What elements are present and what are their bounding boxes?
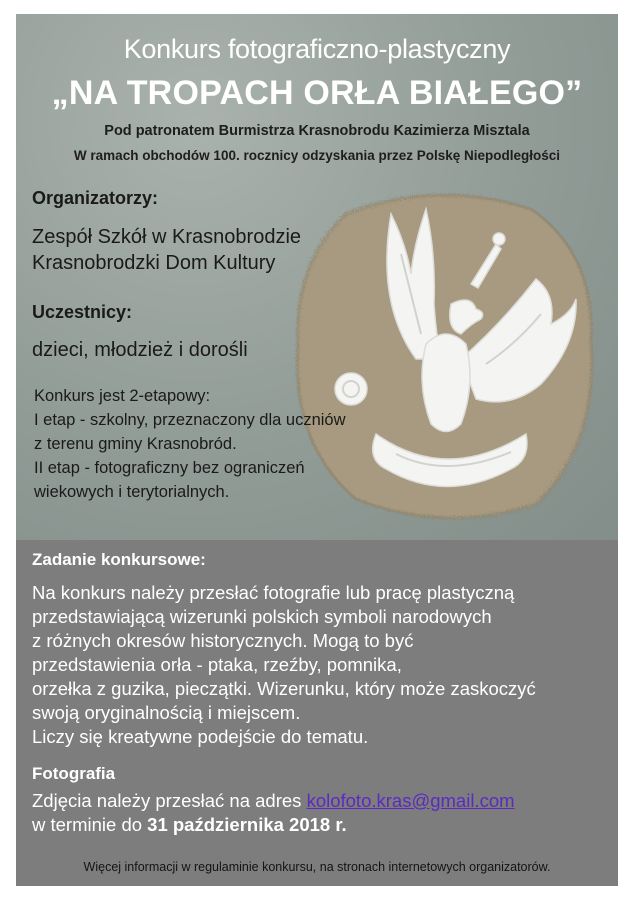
stages-line: z terenu gminy Krasnobród. <box>34 435 237 453</box>
task-line: przedstawienia orła - ptaka, rzeźby, pomnika, <box>32 654 402 675</box>
deadline-date: 31 października 2018 r. <box>147 814 347 835</box>
footer-text: Więcej informacji w regulaminie konkursu, na stronach internetowych organizatorów. <box>83 860 551 874</box>
stages-line: Konkurs jest 2-etapowy: <box>34 387 211 405</box>
stages-line: wiekowych i terytorialnych. <box>34 483 230 501</box>
photo-deadline-line <box>32 814 347 836</box>
occasion-text: W ramach obchodów 100. rocznicy odzyskania przez Polskę Niepodległości <box>73 148 561 163</box>
task-line: Liczy się kreatywne podejście do tematu. <box>32 726 369 747</box>
stages-line: II etap - fotograficzny bez ograniczeń <box>34 459 305 477</box>
organizer-item: Krasnobrodzki Dom Kultury <box>32 252 276 274</box>
organizers-heading: Organizatorzy: <box>32 188 159 208</box>
task-line: przedstawiającą wizerunki polskich symboli narodowych <box>32 606 492 627</box>
task-line: Na konkurs należy przesłać fotografie lub pracę plastyczną <box>32 582 515 603</box>
participants-text: dzieci, młodzież i dorośli <box>32 339 248 361</box>
photo-send-line <box>32 790 515 812</box>
deadline-prefix: w terminie do <box>32 814 143 835</box>
stages-line: I etap - szkolny, przeznaczony dla uczniów <box>34 411 346 429</box>
task-line: swoją oryginalnością i miejscem. <box>32 702 301 723</box>
photo-heading: Fotografia <box>32 764 116 783</box>
title-line-1: Konkurs fotograficzno-plastyczny <box>123 34 511 64</box>
task-line: orzełka z guzika, pieczątki. Wizerunku, który może zaskoczyć <box>32 678 536 699</box>
participants-heading: Uczestnicy: <box>32 302 133 322</box>
task-line: z różnych okresów historycznych. Mogą to być <box>32 630 414 651</box>
poster <box>16 14 618 886</box>
email-link[interactable]: kolofoto.kras@gmail.com <box>306 790 515 811</box>
photo-section <box>16 14 618 540</box>
organizer-item: Zespół Szkół w Krasnobrodzie <box>32 226 302 248</box>
task-heading: Zadanie konkursowe: <box>32 550 206 569</box>
info-section <box>16 540 618 886</box>
photo-send-text: Zdjęcia należy przesłać na adres <box>32 790 302 811</box>
eagle-patch-image <box>286 184 606 524</box>
patronage-text: Pod patronatem Burmistrza Krasnobrodu Kazimierza Misztala <box>104 123 530 139</box>
title-line-2: „NA TROPACH ORŁA BIAŁEGO” <box>51 74 583 112</box>
